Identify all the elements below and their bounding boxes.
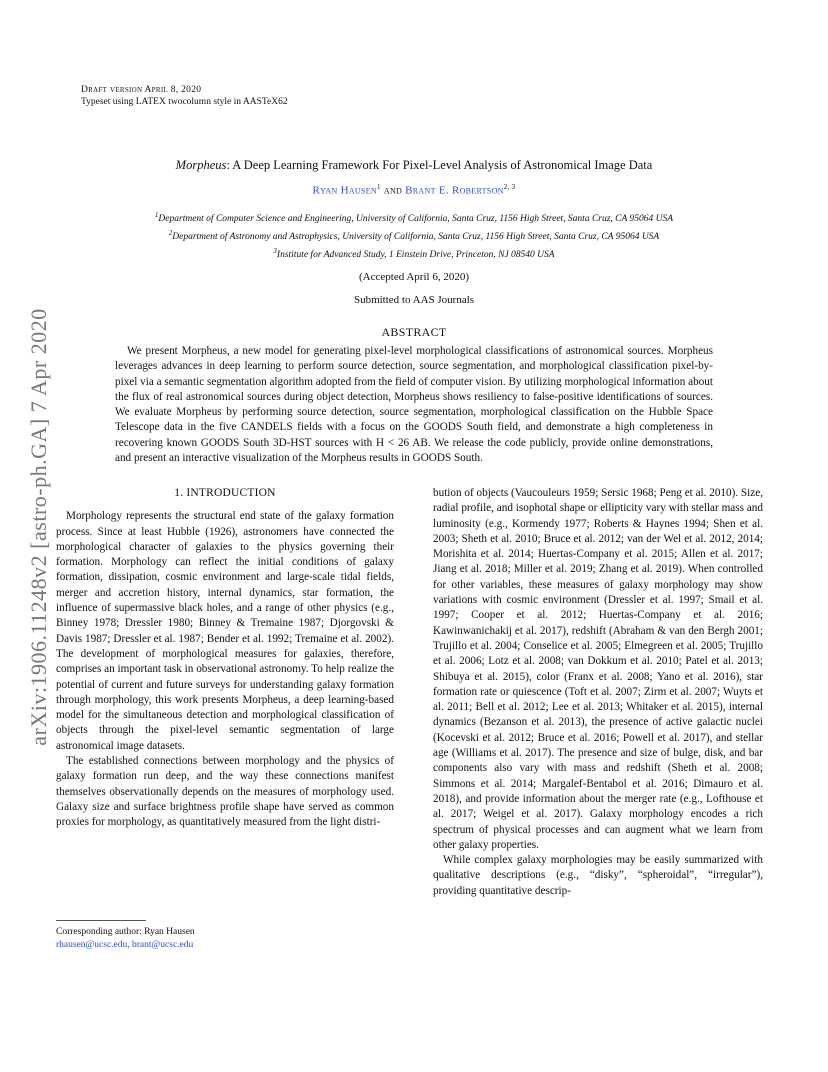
affil-text: Department of Computer Science and Engineering, University of California, Santa Cruz, 1156 High Street, Santa Cruz, CA 95064 USA: [158, 214, 674, 225]
author-sup: 1: [377, 183, 381, 191]
intro-paragraph-3: bution of objects (Vaucouleurs 1959; Sersic 1968; Peng et al. 2010). Size, radial profile, and isophotal shape or ellipticity vary with stellar mass and luminosity (e.g., Kormendy 1977; Roberts & Haynes 1994; Shen et al. 2003; Sheth et al. 2010; Bruce et al. 2012; van der Wel et al. 2012, 2014; Morishita et al. 2014; Huertas-Company et al. 2015; Allen et al. 2017; Jiang et al. 2018; Miller et al. 2019; Zhang et al. 2019). When controlled for other variables, these measures of galaxy morphology may show variations with cosmic environment (Dressler et al. 1997; Smail et al. 1997; Cooper et al. 2012; Huertas-Company et al. 2016; Kawinwanichakij et al. 2017), redshift (Abraham & van den Bergh 2001; Trujillo et al. 2004; Conselice et al. 2005; Elmegreen et al. 2005; Trujillo et al. 2006; Lotz et al. 2008; van Dokkum et al. 2010; Patel et al. 2013; Shibuya et al. 2015), color (Franx et al. 2008; Yano et al. 2016), star formation rate or quiescence (Toft et al. 2007; Zirm et al. 2007; Wuyts et al. 2011; Bell et al. 2012; Lee et al. 2013; Whitaker et al. 2015), internal dynamics (Bezanson et al. 2013), the presence of active galactic nuclei (Kocevski et al. 2012; Bruce et al. 2016; Powell et al. 2017), and stellar age (Williams et al. 2017). The presence and size of bulge, disk, and bar components also vary with mass and redshift (Sheth et al. 2008; Simmons et al. 2014; Margalef-Bentabol et al. 2016; Dimauro et al. 2018), and provide information about the merger rate (e.g., Lofthouse et al. 2017; Weigel et al. 2017). Galaxy morphology encodes a rich spectrum of physical processes and can augment what we learn from other galaxy properties.: [433, 487, 763, 851]
affiliations: [60, 208, 768, 262]
abstract-text: We present Morpheus, a new model for generating pixel-level morphological classifications of astronomical sources. Morpheus leverages advances in deep learning to perform source detection, source segmentation, and morphological classification pixel-by-pixel via a semantic segmentation algorithm adopted from the field of computer vision. By utilizing morphological information about the flux of real astronomical sources during object detection, Morpheus shows resiliency to false-positive identifications of sources. We evaluate Morpheus by performing source detection, source segmentation, morphological classification on the Hubble Space Telescope data in the five CANDELS fields with a focus on the GOODS South field, and demonstrate a high completeness in recovering known GOODS South 3D-HST sources with H < 26 AB. We release the code publicly, provide online demonstrations, and present an interactive visualization of the Morpheus results in GOODS South.: [115, 345, 713, 465]
affiliation-1: [60, 208, 768, 226]
abstract-heading: ABSTRACT: [381, 325, 447, 339]
page-header: [81, 84, 288, 108]
affil-text: Department of Astronomy and Astrophysics, University of California, Santa Cruz, 1156 High Street, Santa Cruz, CA 95064 USA: [172, 232, 660, 243]
affiliation-2: [60, 226, 768, 244]
affil-text: Institute for Advanced Study, 1 Einstein Drive, Princeton, NJ 08540 USA: [276, 250, 555, 261]
accepted-date: (Accepted April 6, 2020): [359, 271, 469, 283]
affil-sup: 2: [168, 229, 173, 238]
corresponding-emails[interactable]: rhausen@ucsc.edu, brant@ucsc.edu: [56, 940, 194, 950]
right-column: [433, 486, 763, 899]
title-name: Morpheus: [175, 158, 227, 172]
paper-title: [60, 158, 768, 173]
affil-sup: 3: [273, 247, 277, 256]
corresponding-label: Corresponding author: Ryan Hausen: [56, 927, 195, 937]
affiliation-3: [60, 244, 768, 262]
author-and: and: [380, 184, 406, 197]
draft-version: Draft version April 8, 2020: [81, 85, 202, 95]
affil-sup: 1: [154, 211, 159, 219]
intro-paragraph-1: Morphology represents the structural end state of the galaxy formation process. Since at least Hubble (1926), astronomers have connected the morphological character of galaxies to the physics governing their formation. Morphology can reflect the initial conditions of galaxy formation, dissipation, cosmic environment and large-scale tidal fields, merger and accretion history, internal dynamics, star formation, the influence of supermassive black holes, and a range of other physics (e.g., Binney 1978; Dressler 1980; Binney & Tremaine 1987; Djorgovski & Davis 1987; Dressler et al. 1987; Bender et al. 1992; Tremaine et al. 2002). The development of morphological measures for galaxies, therefore, comprises an important task in observational astronomy. To help realize the potential of current and future surveys for understanding galaxy formation through morphology, this work presents Morpheus, a deep learning-based model for the simultaneous detection and morphological classification of objects through the pixel-level semantic segmentation of large astronomical image datasets.: [56, 510, 394, 752]
title-rest: : A Deep Learning Framework For Pixel-Level Analysis of Astronomical Image Data: [226, 158, 653, 172]
author-link-robertson[interactable]: Brant E. Robertson: [405, 184, 504, 197]
corresponding-author: [56, 926, 195, 952]
left-column: [56, 486, 394, 831]
author-list: [60, 183, 768, 197]
footnote-rule: [56, 920, 146, 921]
author-link-hausen[interactable]: Ryan Hausen: [312, 184, 377, 197]
section-heading-introduction: 1. INTRODUCTION: [174, 487, 276, 499]
intro-paragraph-4: While complex galaxy morphologies may be easily summarized with qualitative descriptions (e.g., “disky”, “spheroidal”, “irregular”), providing quantitative descrip-: [433, 854, 763, 897]
typeset-line: Typeset using LATEX twocolumn style in AASTeX62: [81, 97, 288, 107]
author-sup: 2, 3: [503, 183, 516, 191]
arxiv-sidebar-stamp: [18, 262, 60, 792]
intro-paragraph-2: The established connections between morphology and the physics of galaxy formation run deep, and the way these connections manifest themselves observationally depends on the measures of morphology used. Galaxy size and surface brightness profile shape have served as common proxies for morphology, as quantitatively measured from the light distri-: [56, 755, 394, 829]
submitted-to: Submitted to AAS Journals: [353, 294, 475, 306]
arxiv-identifier: arXiv:1906.11248v2 [astro-ph.GA] 7 Apr 2020: [26, 308, 51, 746]
